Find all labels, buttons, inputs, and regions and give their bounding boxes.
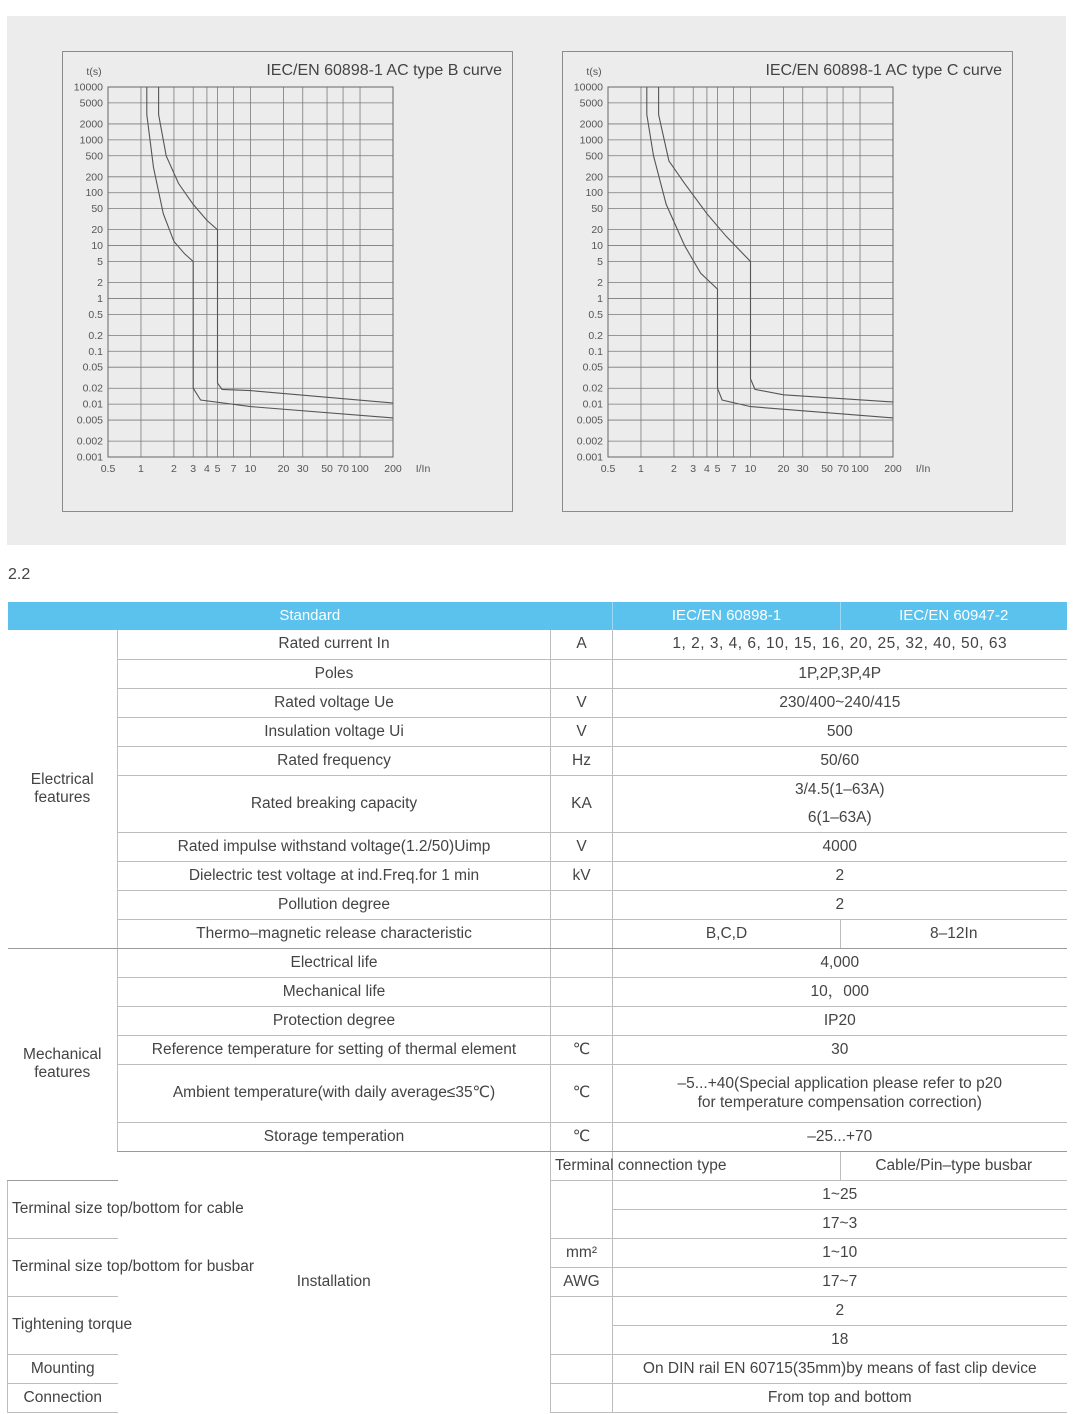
group-installation: Installation <box>296 1272 371 1290</box>
table-row <box>8 659 1067 688</box>
param-cell: Dielectric test voltage at ind.Freq.for 1 min <box>118 861 551 890</box>
value-cell: 1P,2P,3P,4P <box>613 659 1067 688</box>
lower-limit-curve <box>147 87 393 418</box>
unit-cell: AWG <box>551 1267 613 1296</box>
value-cell: 17~3 <box>613 1209 1067 1238</box>
unit-cell: V <box>551 832 613 861</box>
y-tick-label: 1000 <box>79 134 103 147</box>
table-row <box>8 688 1067 717</box>
param-cell: Terminal size top/bottom for busbar <box>8 1238 118 1296</box>
y-tick-label: 0.2 <box>88 329 103 342</box>
unit-cell <box>551 659 613 688</box>
y-tick-label: 200 <box>85 171 103 184</box>
table-row <box>8 1122 1067 1151</box>
table-row <box>8 1064 1067 1122</box>
param-cell: Terminal size top/bottom for cable <box>8 1180 118 1238</box>
value-line: 3/4.5(1–63A) <box>794 780 885 798</box>
y-tick-label: 0.02 <box>582 382 603 395</box>
param-cell: Ambient temperature(with daily average≤35℃) <box>118 1064 551 1122</box>
x-tick-label: 200 <box>884 463 902 475</box>
y-tick-label: 20 <box>91 224 103 237</box>
x-tick-label: 100 <box>351 463 369 475</box>
value-cell <box>613 775 1067 832</box>
value-cell: Cable/Pin–type busbar <box>841 1151 1067 1180</box>
x-tick-label: 5 <box>714 463 721 475</box>
value-cell: 2 <box>613 1296 1067 1325</box>
param-cell: Insulation voltage Ui <box>118 717 551 746</box>
header-iec-60947: IEC/EN 60947-2 <box>841 602 1067 630</box>
x-tick-label: 70 <box>837 463 849 475</box>
y-tick-label: 50 <box>591 203 603 216</box>
x-tick-label: 2 <box>671 463 677 475</box>
x-tick-label: 50 <box>821 463 833 475</box>
value-cell: –25...+70 <box>613 1122 1067 1151</box>
unit-cell: A <box>551 630 613 659</box>
y-tick-label: 0.05 <box>582 361 603 374</box>
param-cell: Protection degree <box>118 1006 551 1035</box>
y-tick-label: 0.2 <box>588 329 603 342</box>
y-tick-label: 10 <box>591 240 603 253</box>
y-tick-label: 5000 <box>579 97 603 110</box>
unit-cell <box>551 1006 613 1035</box>
param-cell: Pollution degree <box>118 890 551 919</box>
table-row <box>8 1006 1067 1035</box>
y-tick-label: 1000 <box>579 134 603 147</box>
y-tick-label: 0.002 <box>576 435 603 448</box>
y-tick-label: 0.01 <box>82 398 103 411</box>
upper-limit-curve <box>659 87 893 402</box>
x-tick-label: 1 <box>638 463 644 475</box>
x-tick-label: 1 <box>138 463 144 475</box>
group-electrical-features: Electrical features <box>8 630 118 948</box>
x-tick-label: 20 <box>777 463 790 475</box>
x-tick-label: 20 <box>277 463 290 475</box>
unit-cell: kV <box>551 861 613 890</box>
param-cell: Rated frequency <box>118 746 551 775</box>
x-tick-label: 30 <box>796 463 809 475</box>
table-row <box>8 948 1067 977</box>
x-tick-label: 10 <box>744 463 757 475</box>
param-cell: Rated current In <box>118 630 551 659</box>
unit-cell: ℃ <box>551 1122 613 1151</box>
x-axis-label: I/In <box>915 463 931 475</box>
param-cell: Reference temperature for setting of thermal element <box>118 1035 551 1064</box>
param-cell: Rated breaking capacity <box>118 775 551 832</box>
unit-cell <box>551 890 613 919</box>
x-tick-label: 3 <box>690 463 697 475</box>
param-cell: Rated impulse withstand voltage(1.2/50)Uimp <box>118 832 551 861</box>
unit-cell: KA <box>551 775 613 832</box>
lower-limit-curve <box>647 87 893 418</box>
x-tick-label: 50 <box>321 463 333 475</box>
x-tick-label: 3 <box>190 463 197 475</box>
y-tick-label: 2000 <box>79 118 103 131</box>
y-tick-label: 2 <box>597 277 603 290</box>
y-tick-label: 100 <box>585 187 603 200</box>
unit-cell: Hz <box>551 746 613 775</box>
y-tick-label: 0.002 <box>76 435 103 448</box>
y-tick-label: 10 <box>91 240 103 253</box>
unit-cell <box>551 1296 613 1354</box>
y-tick-label: 1 <box>97 292 103 305</box>
value-cell: IP20 <box>613 1006 1067 1035</box>
value-cell: 50/60 <box>613 746 1067 775</box>
section-number: 2.2 <box>8 566 31 583</box>
y-tick-label: 2 <box>97 277 103 290</box>
y-axis-label: t(s) <box>586 66 602 78</box>
curve-charts-panel <box>7 16 1066 545</box>
unit-cell: V <box>551 688 613 717</box>
x-tick-label: 100 <box>851 463 869 475</box>
x-tick-label: 4 <box>203 463 210 475</box>
x-tick-label: 5 <box>214 463 221 475</box>
x-tick-label: 2 <box>171 463 177 475</box>
table-row <box>8 746 1067 775</box>
value-cell: 30 <box>613 1035 1067 1064</box>
table-row <box>8 919 1067 948</box>
table-row <box>8 1035 1067 1064</box>
value-cell: 500 <box>613 717 1067 746</box>
type-c-curve-chart <box>562 51 1013 512</box>
y-tick-label: 20 <box>591 224 603 237</box>
y-tick-label: 100 <box>85 187 103 200</box>
param-cell: Connection <box>8 1383 118 1412</box>
x-tick-label: 70 <box>337 463 349 475</box>
y-tick-label: 500 <box>585 150 603 163</box>
y-tick-label: 500 <box>85 150 103 163</box>
y-tick-label: 0.1 <box>588 345 603 358</box>
y-tick-label: 1 <box>597 292 603 305</box>
y-tick-label: 0.01 <box>582 398 603 411</box>
table-row <box>8 775 1067 832</box>
unit-cell: ℃ <box>551 1035 613 1064</box>
table-row <box>8 890 1067 919</box>
type-b-curve-chart <box>62 51 513 512</box>
value-cell: 18 <box>613 1325 1067 1354</box>
header-iec-60898: IEC/EN 60898-1 <box>613 602 841 630</box>
table-header-row <box>8 602 1067 630</box>
header-standard: Standard <box>8 602 613 630</box>
x-tick-label: 7 <box>730 463 737 475</box>
value-cell: 1, 2, 3, 4, 6, 10, 15, 16, 20, 25, 32, 40, 50, 63 <box>613 630 1067 659</box>
table-row <box>8 630 1067 659</box>
value-cell: 17~7 <box>613 1267 1067 1296</box>
y-tick-label: 0.001 <box>76 451 103 464</box>
unit-cell <box>551 1354 613 1383</box>
x-tick-label: 200 <box>384 463 402 475</box>
table-row <box>8 832 1067 861</box>
x-tick-label: 7 <box>230 463 237 475</box>
value-cell: 8–12In <box>841 919 1067 948</box>
value-cell: 230/400~240/415 <box>613 688 1067 717</box>
x-tick-label: 0.5 <box>100 463 116 475</box>
y-tick-label: 0.05 <box>82 361 103 374</box>
unit-cell <box>551 1180 613 1238</box>
table-row <box>8 977 1067 1006</box>
y-tick-label: 0.001 <box>576 451 603 464</box>
x-tick-label: 30 <box>296 463 309 475</box>
param-cell: Thermo–magnetic release characteristic <box>118 919 551 948</box>
table-row <box>8 717 1067 746</box>
y-tick-label: 0.5 <box>588 308 603 321</box>
table-row <box>8 1151 1067 1180</box>
value-cell: From top and bottom <box>613 1383 1067 1412</box>
value-cell: 2 <box>613 890 1067 919</box>
unit-cell: mm² <box>551 1238 613 1267</box>
value-cell: 1~25 <box>613 1180 1067 1209</box>
value-line: 6(1–63A) <box>807 808 872 826</box>
type-c-curve-plot <box>563 52 1012 511</box>
value-cell: 1~10 <box>613 1238 1067 1267</box>
value-cell: 4000 <box>613 832 1067 861</box>
y-tick-label: 0.005 <box>76 414 103 427</box>
value-line: for temperature compensation correction) <box>697 1094 982 1111</box>
unit-cell: ℃ <box>551 1064 613 1122</box>
y-tick-label: 50 <box>91 203 103 216</box>
param-cell: Mechanical life <box>118 977 551 1006</box>
value-cell: 2 <box>613 861 1067 890</box>
unit-cell <box>551 1383 613 1412</box>
x-tick-label: 10 <box>244 463 257 475</box>
param-cell: Mounting <box>8 1354 118 1383</box>
param-cell: Tightening torque <box>8 1296 118 1354</box>
param-cell: Poles <box>118 659 551 688</box>
y-tick-label: 5000 <box>79 97 103 110</box>
y-tick-label: 0.005 <box>576 414 603 427</box>
value-cell: B,C,D <box>613 919 841 948</box>
unit-cell <box>551 977 613 1006</box>
y-tick-label: 10000 <box>573 81 603 94</box>
param-cell: Terminal connection type <box>551 1151 613 1180</box>
y-tick-label: 5 <box>97 255 103 268</box>
y-axis-label: t(s) <box>86 66 102 78</box>
value-line: –5...+40(Special application please refer to p20 <box>677 1075 1002 1092</box>
unit-cell: V <box>551 717 613 746</box>
upper-limit-curve <box>159 87 393 403</box>
chart-title: IEC/EN 60898-1 AC type C curve <box>765 62 1002 79</box>
y-tick-label: 2000 <box>579 118 603 131</box>
unit-cell <box>551 919 613 948</box>
value-cell: 10，000 <box>613 977 1067 1006</box>
value-cell <box>613 1064 1067 1122</box>
y-tick-label: 5 <box>597 255 603 268</box>
x-tick-label: 4 <box>703 463 710 475</box>
y-tick-label: 200 <box>585 171 603 184</box>
param-cell: Rated voltage Ue <box>118 688 551 717</box>
chart-title: IEC/EN 60898-1 AC type B curve <box>266 62 502 79</box>
specification-table <box>7 602 1067 1413</box>
y-tick-label: 0.5 <box>88 308 103 321</box>
table-row <box>8 861 1067 890</box>
type-b-curve-plot <box>63 52 512 511</box>
x-tick-label: 0.5 <box>600 463 616 475</box>
unit-cell <box>551 948 613 977</box>
group-mechanical-features: Mechanical features <box>8 948 118 1180</box>
y-tick-label: 0.02 <box>82 382 103 395</box>
x-axis-label: I/In <box>415 463 431 475</box>
y-tick-label: 0.1 <box>88 345 103 358</box>
param-cell: Electrical life <box>118 948 551 977</box>
param-cell: Storage temperation <box>118 1122 551 1151</box>
value-cell: On DIN rail EN 60715(35mm)by means of fast clip device <box>613 1354 1067 1383</box>
y-tick-label: 10000 <box>73 81 103 94</box>
value-cell: 4,000 <box>613 948 1067 977</box>
